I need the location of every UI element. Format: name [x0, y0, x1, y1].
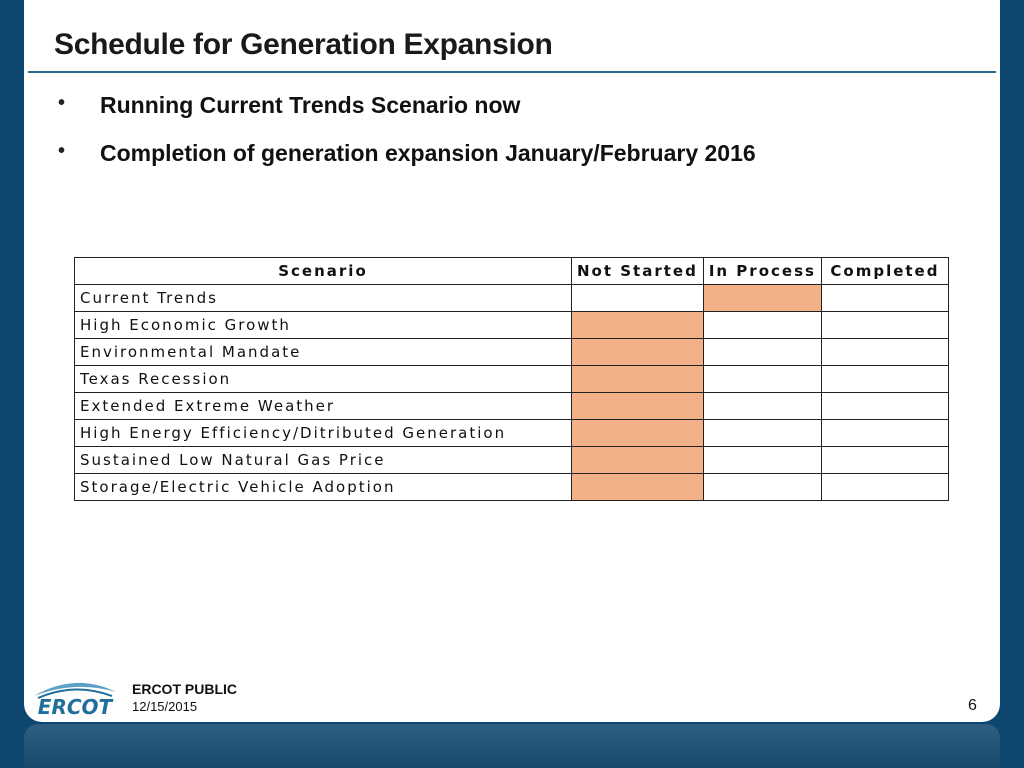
scenario-name-cell: Texas Recession: [75, 366, 572, 393]
status-cell-in-process: [703, 285, 821, 312]
table-row: [75, 312, 949, 339]
scenario-name-cell: High Economic Growth: [75, 312, 572, 339]
scenario-name-cell: High Energy Efficiency/Ditributed Generation: [75, 420, 572, 447]
status-cell-completed: [821, 366, 948, 393]
header-scenario: Scenario: [75, 258, 572, 285]
status-cell-not-started: [572, 420, 704, 447]
status-cell-completed: [821, 393, 948, 420]
status-cell-in-process: [703, 447, 821, 474]
slide-title: Schedule for Generation Expansion: [54, 28, 553, 61]
table-row: [75, 393, 949, 420]
bullet-icon: •: [58, 92, 66, 114]
ercot-logo: [30, 674, 120, 718]
header-not-started: Not Started: [572, 258, 704, 285]
logo-wordmark: ERCOT: [37, 695, 113, 718]
status-cell-completed: [821, 474, 948, 501]
bullet-icon: •: [58, 140, 66, 162]
header-in-process: In Process: [703, 258, 821, 285]
table-row: [75, 285, 949, 312]
bullet-text: Running Current Trends Scenario now: [100, 92, 521, 118]
status-cell-not-started: [572, 339, 704, 366]
status-cell-completed: [821, 339, 948, 366]
slide-canvas: [24, 0, 1000, 722]
bullet-item: [58, 92, 756, 140]
status-cell-not-started: [572, 285, 704, 312]
status-cell-completed: [821, 420, 948, 447]
scenario-name-cell: Environmental Mandate: [75, 339, 572, 366]
status-cell-not-started: [572, 393, 704, 420]
status-cell-in-process: [703, 393, 821, 420]
bottom-band: [24, 724, 1000, 768]
scenario-name-cell: Extended Extreme Weather: [75, 393, 572, 420]
table-row: [75, 366, 949, 393]
status-cell-not-started: [572, 447, 704, 474]
page-number: 6: [968, 697, 977, 714]
table-body: [75, 285, 949, 501]
status-cell-not-started: [572, 312, 704, 339]
status-cell-in-process: [703, 366, 821, 393]
status-cell-completed: [821, 312, 948, 339]
status-cell-in-process: [703, 312, 821, 339]
footer-classification: ERCOT PUBLIC: [132, 681, 237, 697]
footer-date: 12/15/2015: [132, 699, 198, 714]
status-cell-in-process: [703, 420, 821, 447]
status-cell-in-process: [703, 339, 821, 366]
scenario-name-cell: Storage/Electric Vehicle Adoption: [75, 474, 572, 501]
bullet-text: Completion of generation expansion January/February 2016: [100, 140, 756, 166]
footer-info: [132, 680, 237, 716]
status-cell-in-process: [703, 474, 821, 501]
status-cell-not-started: [572, 474, 704, 501]
scenario-name-cell: Sustained Low Natural Gas Price: [75, 447, 572, 474]
header-completed: Completed: [821, 258, 948, 285]
table-row: [75, 474, 949, 501]
table-row: [75, 447, 949, 474]
bullet-list: [58, 92, 756, 188]
status-cell-not-started: [572, 366, 704, 393]
table-header-row: [75, 258, 949, 285]
status-cell-completed: [821, 285, 948, 312]
scenario-name-cell: Current Trends: [75, 285, 572, 312]
status-cell-completed: [821, 447, 948, 474]
bullet-item: [58, 140, 756, 188]
title-divider: [28, 71, 996, 73]
scenario-status-table: [74, 257, 949, 501]
table-row: [75, 339, 949, 366]
table-row: [75, 420, 949, 447]
